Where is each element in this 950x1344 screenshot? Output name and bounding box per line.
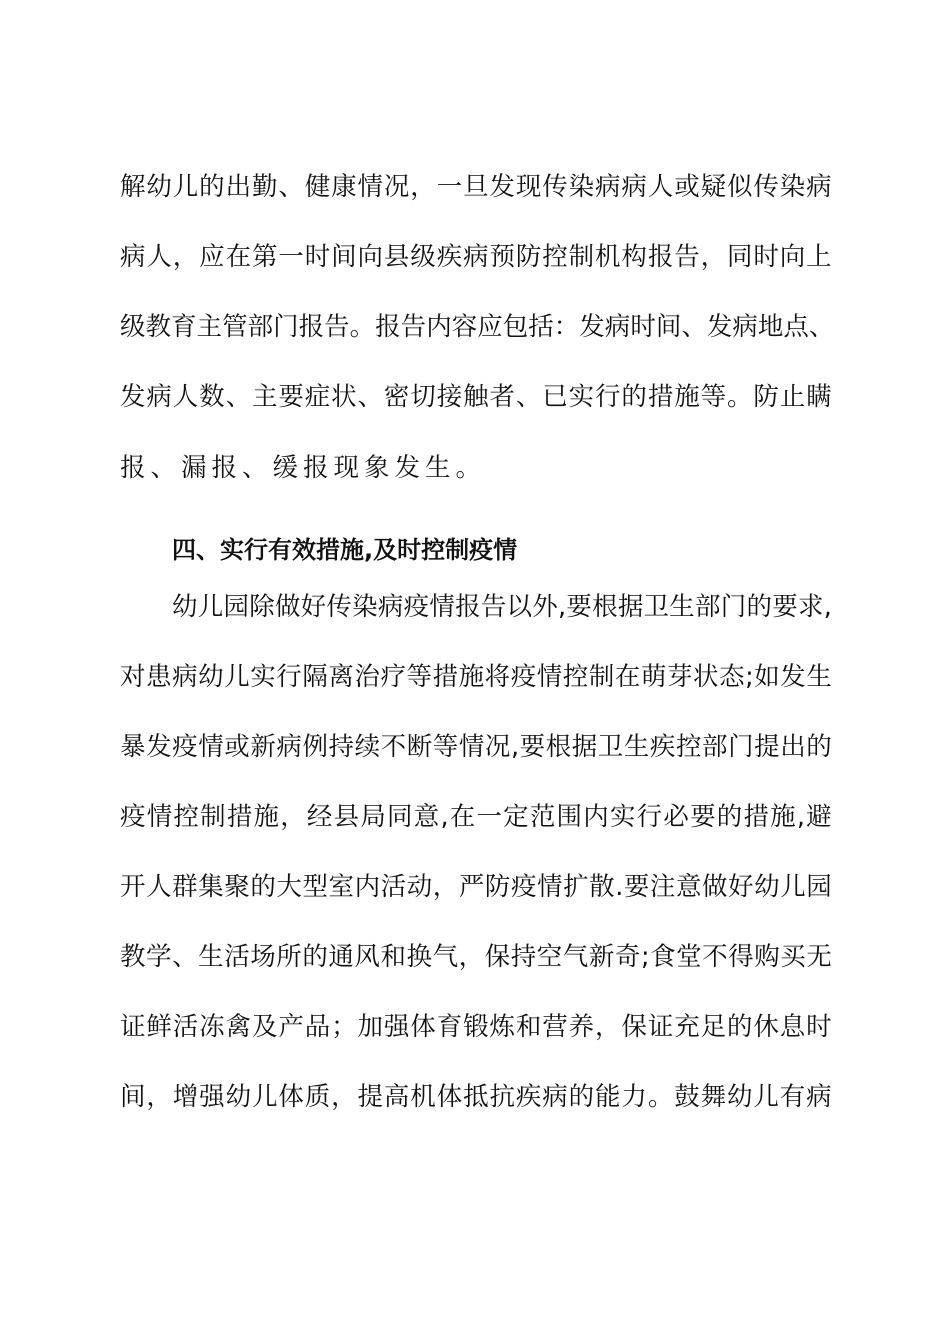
paragraph-line: 暴 发 疫 情 或 新 病 例 持 续 不 断 等 情 况 , 要 根 据 卫 生 疾 控 部 门 提 出 的 xyxy=(120,732,832,762)
paragraph-line: 发 病 人 数 、 主 要 症 状 、 密 切 接 触 者 、 已 实 行 的 措 施 等 。 防 止 瞒 xyxy=(120,382,832,412)
paragraph-line: 疫 情 控 制 措 施 ， 经 县 局 同 意 , 在 一 定 范 围 内 实 行 必 要 的 措 施 , 避 xyxy=(120,802,832,832)
paragraph-line: 间 ， 增 强 幼 儿 体 质 ， 提 高 机 体 抵 抗 疾 病 的 能 力 。 鼓 舞 幼 儿 有 病 xyxy=(120,1082,832,1112)
paragraph-line: 对 患 病 幼 儿 实 行 隔 离 治 疗 等 措 施 将 疫 情 控 制 在 萌 芽 状 态 ; 如 发 生 xyxy=(120,662,832,692)
paragraph-line: 证 鲜 活 冻 禽 及 产 品 ； 加 强 体 育 锻 炼 和 营 养 ， 保 证 充 足 的 休 息 时 xyxy=(120,1012,832,1042)
paragraph-line: 级 教 育 主 管 部 门 报 告 。 报 告 内 容 应 包 括 ： 发 病 时 间 、 发 病 地 点 、 xyxy=(120,312,835,342)
paragraph-line: 教 学 、 生 活 场 所 的 通 风 和 换 气 ， 保 持 空 气 新 奇 ; 食 堂 不 得 购 买 无 xyxy=(120,942,832,972)
section-heading: 四、实行有效措施,及时控制疫情 xyxy=(172,536,518,564)
paragraph-line: 报、漏报、缓报现象发生。 xyxy=(120,453,487,483)
paragraph-line: 病 人 ， 应 在 第 一 时 间 向 县 级 疾 病 预 防 控 制 机 构 报 告 ， 同 时 向 上 xyxy=(120,242,832,272)
paragraph-line: 幼 儿 园 除 做 好 传 染 病 疫 情 报 告 以 外 , 要 根 据 卫 生 部 门 的 要 求 , xyxy=(172,592,832,622)
paragraph-line: 开 人 群 集 聚 的 大 型 室 内 活 动 ， 严 防 疫 情 扩 散 . 要 注 意 做 好 幼 儿 园 xyxy=(120,872,832,902)
paragraph-line: 解 幼 儿 的 出 勤 、 健 康 情 况 ， 一 旦 发 现 传 染 病 病 人 或 疑 似 传 染 病 xyxy=(120,172,832,202)
